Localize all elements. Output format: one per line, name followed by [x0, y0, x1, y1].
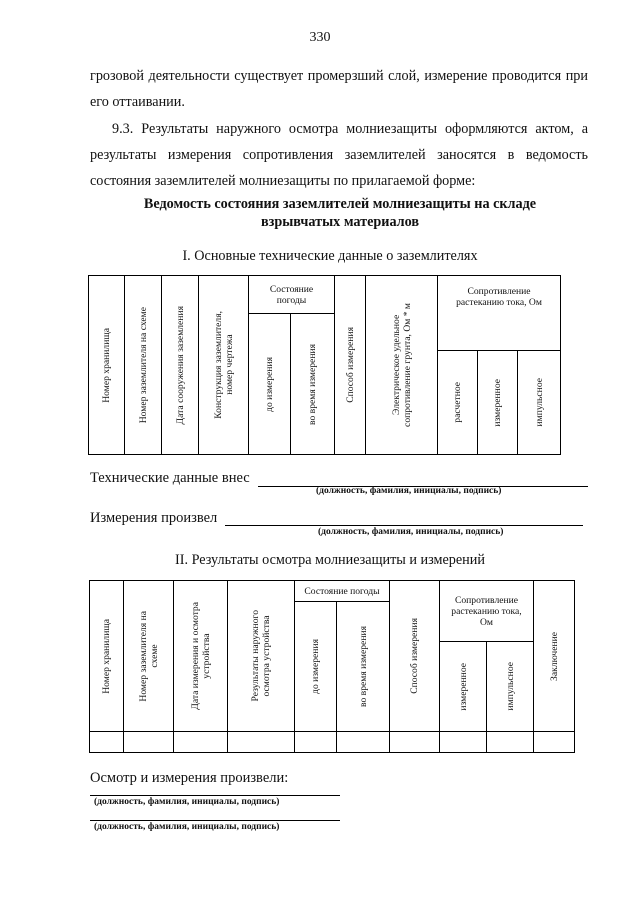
section1-title: I. Основные технические данные о заземлителях: [182, 248, 478, 264]
t1-col-calculated: расчетное: [438, 351, 478, 455]
t2-col-during: во время измерения: [337, 602, 390, 732]
t2-col-measured: измеренное: [440, 642, 487, 732]
page-number: 330: [309, 30, 331, 45]
paragraph-continuation: грозовой деятельности существует промерзший слой, измерение проводится при его оттаивании.: [90, 68, 588, 110]
t2-col-conclusion: Заключение: [534, 581, 575, 732]
t1-col-design: Конструкция заземлителя, номер чертежа: [199, 276, 249, 455]
final-hint-1: (должность, фамилия, инициалы, подпись): [94, 797, 280, 807]
t1-col-construction-date: Дата сооружения заземления: [162, 276, 199, 455]
t1-group-resistance: Сопротивление растеканию тока, Ом: [438, 276, 561, 351]
t1-col-resistivity: Электрическое удельное сопротивление грунта, Ом * м: [366, 276, 438, 455]
t1-col-storage: Номер хранилища: [89, 276, 125, 455]
t1-group-weather: Состояние погоды: [249, 276, 335, 314]
sig1-label: Технические данные внес: [90, 470, 250, 486]
paragraph-9-3: [90, 116, 588, 194]
sig1-hint: (должность, фамилия, инициалы, подпись): [316, 486, 502, 496]
document-title-line2: взрывчатых материалов: [260, 214, 420, 230]
sig2-hint: (должность, фамилия, инициалы, подпись): [318, 527, 504, 537]
t1-col-grounding-number: Номер заземлителя на схеме: [125, 276, 162, 455]
t1-col-before: до измерения: [249, 314, 291, 455]
paragraph-9-3-text: 9.3. Результаты наружного осмотра молниезащиты оформляются актом, а результаты измерения сопротивления заземлителей заносятся в ведомость состояния заземлителей молниезащиты по прилагаемой форме:: [90, 121, 588, 189]
inspection-results-table: [89, 580, 575, 753]
t2-empty-row: [90, 732, 575, 753]
final-hint-2: (должность, фамилия, инициалы, подпись): [94, 822, 280, 832]
grounding-data-table: [88, 275, 561, 455]
final-label: Осмотр и измерения произвели:: [90, 770, 289, 786]
t2-col-date: Дата измерения и осмотра устройства: [174, 581, 228, 732]
t2-col-storage: Номер хранилища: [90, 581, 124, 732]
section2-title: II. Результаты осмотра молниезащиты и измерений: [175, 552, 485, 568]
t2-col-grounding: Номер заземлителя на схеме: [124, 581, 174, 732]
t2-col-impulse: импульсное: [487, 642, 534, 732]
sig2-line: [225, 525, 583, 526]
t2-group-resistance: Сопротивление растеканию тока, Ом: [440, 581, 534, 642]
t1-col-during: во время измерения: [291, 314, 335, 455]
document-title-line1: Ведомость состояния заземлителей молниезащиты на складе: [143, 196, 537, 212]
document-title: [90, 195, 590, 231]
t2-col-results: Результаты наружного осмотра устройства: [228, 581, 295, 732]
t1-col-impulse: импульсное: [518, 351, 561, 455]
t2-group-weather: Состояние погоды: [295, 581, 390, 602]
final-line-2: [90, 820, 340, 821]
sig2-label: Измерения произвел: [90, 510, 218, 526]
t2-col-before: до измерения: [295, 602, 337, 732]
t1-col-measured: измеренное: [478, 351, 518, 455]
final-line-1: [90, 795, 340, 796]
t2-col-method: Способ измерения: [390, 581, 440, 732]
t1-col-method: Способ измерения: [335, 276, 366, 455]
